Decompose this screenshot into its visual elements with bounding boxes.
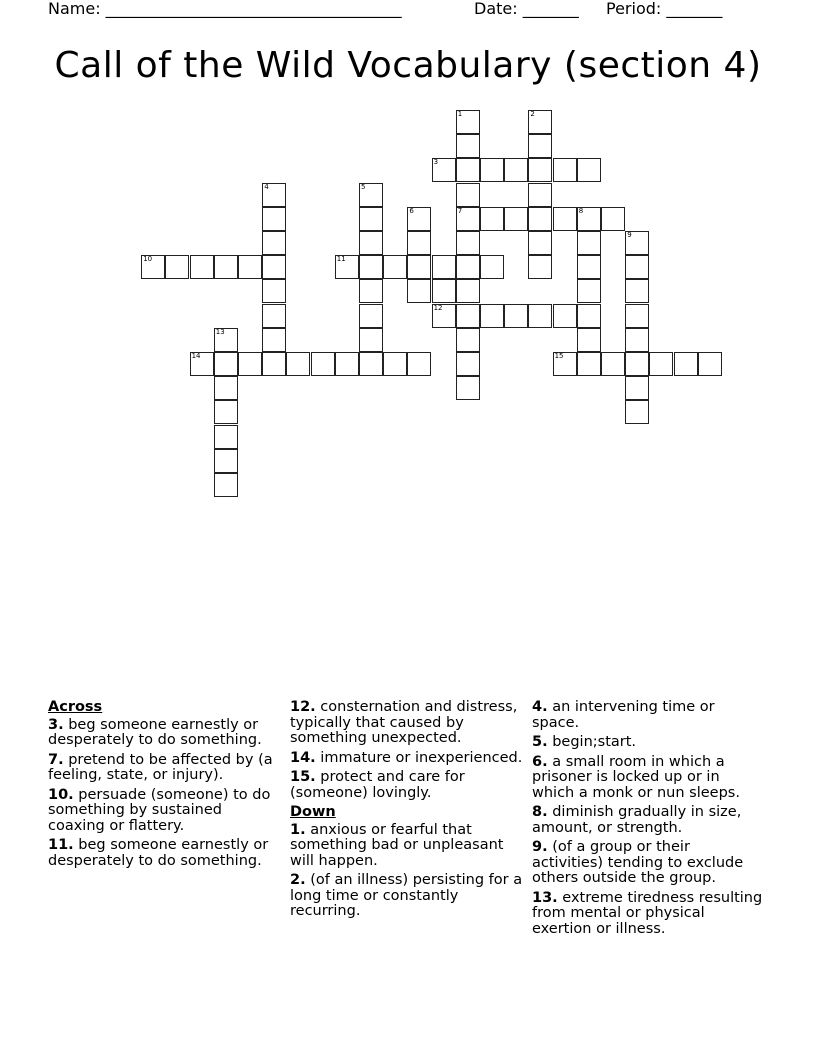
- clue-number: 13: [215, 327, 225, 336]
- grid-cell[interactable]: [528, 183, 552, 207]
- clue-across-15: 15. protect and care for (someone) lovingly.: [290, 769, 465, 801]
- grid-cell[interactable]: [262, 255, 286, 279]
- grid-cell[interactable]: [480, 207, 504, 231]
- grid-cell[interactable]: [528, 134, 552, 158]
- grid-cell[interactable]: [359, 279, 383, 303]
- grid-cell[interactable]: [528, 304, 552, 328]
- clue-across-11: 11. beg someone earnestly or desperately to do something.: [48, 837, 269, 869]
- grid-cell[interactable]: [577, 304, 601, 328]
- clue-down-1: 1. anxious or fearful that something bad or unpleasant will happen.: [290, 821, 504, 869]
- clue-number: 9: [627, 231, 632, 239]
- grid-cell[interactable]: [625, 352, 649, 376]
- clue-across-14: 14. immature or inexperienced.: [290, 749, 523, 766]
- grid-cell[interactable]: [262, 279, 286, 303]
- grid-cell[interactable]: [456, 255, 480, 279]
- grid-cell[interactable]: [577, 279, 601, 303]
- date-field-label: Date: _______: [474, 0, 579, 18]
- grid-cell[interactable]: [504, 158, 528, 182]
- grid-cell[interactable]: [625, 328, 649, 352]
- grid-cell[interactable]: [553, 207, 577, 231]
- grid-cell[interactable]: [456, 134, 480, 158]
- grid-cell[interactable]: [528, 231, 552, 255]
- grid-cell[interactable]: [674, 352, 698, 376]
- grid-cell[interactable]: [456, 328, 480, 352]
- clue-number: 4: [264, 182, 269, 191]
- grid-cell[interactable]: [528, 255, 552, 279]
- grid-cell[interactable]: [625, 400, 649, 424]
- grid-cell[interactable]: [165, 255, 189, 279]
- grid-cell[interactable]: [456, 158, 480, 182]
- grid-cell[interactable]: [577, 328, 601, 352]
- grid-cell[interactable]: [480, 304, 504, 328]
- grid-cell[interactable]: [311, 352, 335, 376]
- grid-cell[interactable]: [262, 328, 286, 352]
- down-heading: Down: [290, 804, 336, 820]
- grid-cell[interactable]: [262, 352, 286, 376]
- grid-cell[interactable]: [577, 352, 601, 376]
- grid-cell-14[interactable]: [190, 352, 214, 376]
- clue-down-6: 6. a small room in which a prisoner is locked up or in which a monk or nun sleeps.: [532, 753, 740, 801]
- grid-cell[interactable]: [553, 158, 577, 182]
- clue-number: 2: [530, 110, 535, 118]
- clue-number: 6: [409, 206, 414, 215]
- grid-cell[interactable]: [262, 231, 286, 255]
- grid-cell[interactable]: [214, 376, 238, 400]
- grid-cell[interactable]: [407, 352, 431, 376]
- grid-cell[interactable]: [432, 255, 456, 279]
- across-heading: Across: [48, 699, 103, 715]
- grid-cell[interactable]: [238, 255, 262, 279]
- page-title: Call of the Wild Vocabulary (section 4): [54, 45, 762, 86]
- grid-cell[interactable]: [383, 352, 407, 376]
- grid-cell[interactable]: [407, 231, 431, 255]
- clue-number: 1: [457, 110, 463, 118]
- grid-cell[interactable]: [553, 304, 577, 328]
- grid-cell[interactable]: [214, 400, 238, 424]
- grid-cell[interactable]: [456, 376, 480, 400]
- grid-cell[interactable]: [359, 352, 383, 376]
- grid-cell[interactable]: [649, 352, 673, 376]
- grid-cell[interactable]: [698, 352, 722, 376]
- clue-number: 12: [433, 303, 443, 312]
- clue-across-7: 7. pretend to be affected by (a feeling, state, or injury).: [48, 751, 273, 783]
- grid-cell-4[interactable]: [262, 183, 286, 207]
- clue-number: 7: [457, 206, 463, 215]
- clue-column-3: [532, 700, 764, 941]
- grid-cell-8[interactable]: [577, 207, 601, 231]
- grid-cell[interactable]: [456, 183, 480, 207]
- grid-cell[interactable]: [456, 304, 480, 328]
- clue-across-12: 12. consternation and distress, typically that caused by something unexpected.: [290, 699, 518, 746]
- name-field-label: Name: _____________________________________: [48, 0, 402, 18]
- grid-cell[interactable]: [286, 352, 310, 376]
- grid-cell[interactable]: [262, 304, 286, 328]
- grid-cell-3[interactable]: [432, 158, 456, 182]
- grid-cell[interactable]: [214, 352, 238, 376]
- grid-cell[interactable]: [359, 207, 383, 231]
- grid-cell[interactable]: [601, 352, 625, 376]
- grid-cell[interactable]: [359, 255, 383, 279]
- grid-cell[interactable]: [528, 207, 552, 231]
- grid-cell[interactable]: [625, 304, 649, 328]
- grid-cell[interactable]: [504, 207, 528, 231]
- clue-down-5: 5. begin;start.: [532, 734, 637, 750]
- clue-down-9: 9. (of a group or their activities) tending to exclude others outside the group.: [532, 839, 744, 886]
- clue-column-2: [290, 700, 526, 924]
- grid-cell-12[interactable]: [432, 304, 456, 328]
- crossword-grid: [0, 0, 816, 520]
- grid-cell[interactable]: [456, 279, 480, 303]
- grid-cell[interactable]: [335, 352, 359, 376]
- grid-cell[interactable]: [601, 207, 625, 231]
- grid-cell[interactable]: [383, 255, 407, 279]
- clue-down-4: 4. an intervening time or space.: [532, 699, 715, 731]
- grid-cell[interactable]: [214, 425, 238, 449]
- grid-cell[interactable]: [359, 328, 383, 352]
- grid-cell[interactable]: [577, 231, 601, 255]
- clue-number: 14: [191, 352, 201, 360]
- clue-number: 8: [578, 206, 584, 215]
- grid-cell[interactable]: [504, 304, 528, 328]
- clue-number: 10: [143, 255, 153, 264]
- clue-down-2: 2. (of an illness) persisting for a long time or constantly recurring.: [290, 872, 523, 919]
- period-field-label: Period: _______: [606, 0, 723, 18]
- grid-cell-11[interactable]: [335, 255, 359, 279]
- grid-cell[interactable]: [528, 158, 552, 182]
- grid-cell-13[interactable]: [214, 328, 238, 352]
- grid-cell[interactable]: [480, 158, 504, 182]
- clue-across-3: 3. beg someone earnestly or desperately to do something.: [48, 716, 262, 748]
- grid-cell[interactable]: [625, 376, 649, 400]
- clue-number: 15: [554, 352, 564, 360]
- grid-cell[interactable]: [432, 279, 456, 303]
- grid-cell[interactable]: [625, 255, 649, 279]
- grid-cell[interactable]: [262, 207, 286, 231]
- clue-down-13: 13. extreme tiredness resulting from mental or physical exertion or illness.: [532, 889, 763, 937]
- clue-number: 11: [336, 255, 346, 264]
- grid-cell[interactable]: [480, 255, 504, 279]
- grid-cell[interactable]: [214, 449, 238, 473]
- clue-down-8: 8. diminish gradually in size, amount, or strength.: [532, 804, 742, 836]
- grid-cell[interactable]: [456, 231, 480, 255]
- clue-number: 5: [361, 182, 366, 191]
- grid-cell-9[interactable]: [625, 231, 649, 255]
- grid-cell-7[interactable]: [456, 207, 480, 231]
- grid-cell-1[interactable]: [456, 110, 480, 134]
- clue-across-10: 10. persuade (someone) to do something by sustained coaxing or flattery.: [48, 786, 271, 834]
- grid-cell[interactable]: [359, 304, 383, 328]
- grid-cell[interactable]: [238, 352, 262, 376]
- grid-cell-6[interactable]: [407, 207, 431, 231]
- grid-cell-10[interactable]: [141, 255, 165, 279]
- grid-cell[interactable]: [577, 158, 601, 182]
- grid-cell[interactable]: [407, 255, 431, 279]
- grid-cell-5[interactable]: [359, 183, 383, 207]
- grid-cell-2[interactable]: [528, 110, 552, 134]
- grid-cell[interactable]: [214, 473, 238, 497]
- grid-cell[interactable]: [190, 255, 214, 279]
- grid-cell[interactable]: [214, 255, 238, 279]
- clue-number: 3: [433, 158, 439, 167]
- grid-cell[interactable]: [577, 255, 601, 279]
- grid-cell[interactable]: [407, 279, 431, 303]
- clue-column-1: [48, 700, 276, 873]
- grid-cell[interactable]: [359, 231, 383, 255]
- grid-cell[interactable]: [456, 352, 480, 376]
- grid-cell-15[interactable]: [553, 352, 577, 376]
- grid-cell[interactable]: [625, 279, 649, 303]
